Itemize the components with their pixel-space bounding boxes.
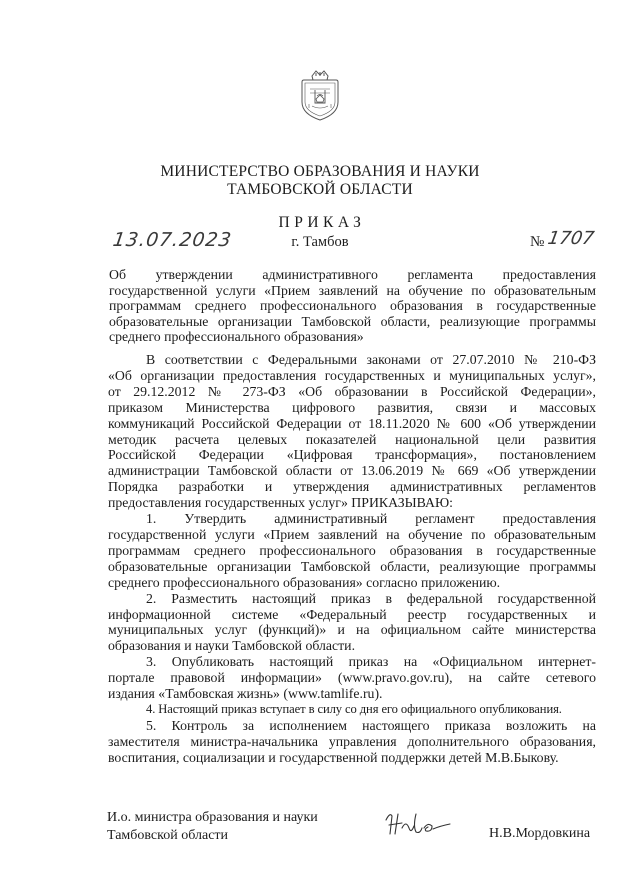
signatory-role-line1: И.о. министра образования и науки [107,810,318,825]
number-label: № [530,234,545,250]
subject-line: программам среднего профессионального образования в государственные [109,298,596,314]
body-line: методик расчета целевых показателей национальной цели развития [108,431,596,447]
body-line: среднего профессионального образования» согласно приложению. [108,574,501,590]
signatory-role [107,809,318,845]
subject-line: среднего профессионального образования» [109,329,364,345]
subject-line: государственной услуги «Прием заявлений на обучение по образовательным [109,282,596,298]
coat-of-arms-icon [298,68,342,122]
body-line: В соответствии с Федеральными законами от 27.07.2010 № 210-ФЗ [146,352,596,367]
body-line: коммуникаций Российской Федерации от 18.11.2020 № 600 «Об утверждении [108,415,596,431]
signatory-role-line2: Тамбовской области [107,828,229,843]
body-line: «Об организации предоставления государственных и муниципальных услуг», [108,367,596,383]
body-line: программам среднего профессионального образования в государственные [108,542,596,558]
body-line: 4. Настоящий приказ вступает в силу со дня его официального опубликования. [146,701,562,716]
body-line: образования и науки Тамбовской области. [108,638,356,654]
subject-line: образовательные организации Тамбовской области, реализующие программы [109,313,596,329]
body-line: муниципальных услуг (функций)» и на официальном сайте министерства [108,622,596,638]
body-line: воспитания, социализации и государственной поддержки детей М.В.Быкову. [108,749,559,765]
body-line: Российской Федерации «Цифровая трансформация», постановлением [108,447,596,463]
body-line: портале правовой информации» (www.pravo.gov.ru), на сайте сетевого [108,670,596,686]
ministry-name-line2: ТАМБОВСКОЙ ОБЛАСТИ [227,181,413,198]
body-line: заместителя министра-начальника управления дополнительного образования, [108,733,596,749]
order-body [108,352,596,766]
body-line: 2. Разместить настоящий приказ в федеральной государственной [146,590,596,606]
handwritten-signature [380,808,460,842]
subject-line: Об утверждении административного регламента предоставления [109,267,596,282]
body-line: от 29.12.2012 № 273-ФЗ «Об образовании в Российской Федерации», [108,383,596,399]
body-line: государственной услуги «Прием заявлений на обучение по образовательным [108,526,596,542]
ministry-name-line1: МИНИСТЕРСТВО ОБРАЗОВАНИЯ И НАУКИ [160,163,480,180]
body-line: 3. Опубликовать настоящий приказ на «Официальном интернет- [146,654,596,670]
body-line: Порядка разработки и утверждения административных регламентов [108,479,596,495]
handwritten-number: 1707 [546,228,596,249]
city: г. Тамбов [291,234,349,250]
body-line: образовательные организации Тамбовской области, реализующие программы [108,558,596,574]
body-line: администрации Тамбовской области от 13.06.2019 № 669 «Об утверждении [108,463,596,479]
document-type-title: ПРИКАЗ [278,214,366,231]
body-line: информационной системе «Федеральный реестр государственных и [108,606,596,622]
handwritten-date: 13.07.2023 [111,229,234,251]
body-line: 5. Контроль за исполнением настоящего приказа возложить на [146,717,596,733]
body-line: 1. Утвердить административный регламент предоставления [146,511,596,527]
body-line: предоставления государственных услуг» ПРИКАЗЫВАЮ: [108,495,453,511]
body-line: приказом Министерства цифрового развития, связи и массовых [108,399,596,415]
signatory-name: Н.В.Мордовкина [489,826,591,841]
body-line: издания «Тамбовская жизнь» (www.tamlife.ru). [108,686,383,702]
order-subject [109,267,596,345]
